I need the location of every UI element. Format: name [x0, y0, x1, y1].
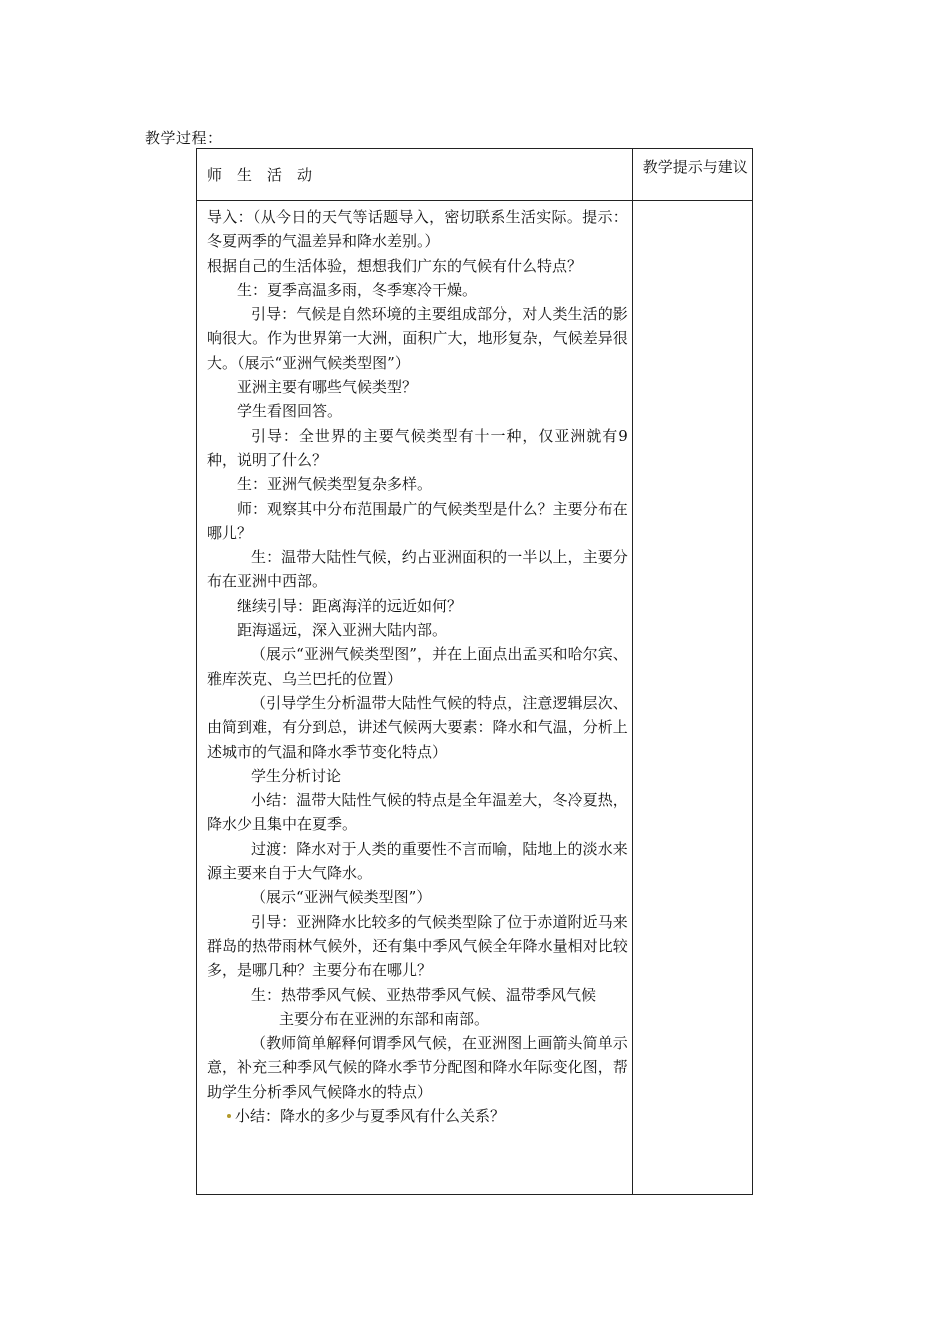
summary-monsoon-text: 小结：降水的多少与夏季风有什么关系？	[235, 1106, 506, 1125]
transition-precipitation: 过渡：降水对于人类的重要性不言而喻，陆地上的淡水来源主要来自于大气降水。	[207, 839, 628, 883]
student-answer-guangdong: 生：夏季高温多雨，冬季寒冷干燥。	[237, 280, 478, 299]
activities-cell	[197, 201, 633, 1195]
guide-monsoon-question: 引导：亚洲降水比较多的气候类型除了位于赤道附近马来群岛的热带雨林气候外，还有集中季风气候全年降水量相对比较多，是哪几种？主要分布在哪儿？	[207, 912, 628, 980]
table-header-row	[197, 149, 753, 201]
guide-eleven-types: 引导：全世界的主要气候类型有十一种，仅亚洲就有9种，说明了什么？	[207, 426, 628, 469]
monsoon-distribution: 主要分布在亚洲的东部和南部。	[279, 1009, 490, 1028]
guangdong-climate-question: 根据自己的生活体验，想想我们广东的气候有什么特点？	[207, 256, 583, 275]
student-look-and-answer: 学生看图回答。	[237, 402, 343, 421]
header-teaching-tips: 教学提示与建议	[632, 149, 752, 201]
teacher-explain-monsoon: （教师简单解释何谓季风气候，在亚洲图上画箭头简单示意，补充三种季风气候的降水季节分配图和降水年际变化图，帮助学生分析季风气候降水的特点）	[207, 1034, 628, 1101]
answer-far-from-sea: 距海遥远，深入亚洲大陆内部。	[237, 621, 448, 640]
student-answer-monsoon: 生：热带季风气候、亚热带季风气候、温带季风气候	[251, 985, 597, 1004]
teacher-widest-type-question: 师：观察其中分布范围最广的气候类型是什么？主要分布在哪儿？	[207, 499, 628, 542]
summary-continental: 小结：温带大陆性气候的特点是全年温差大，冬冷夏热，降水少且集中在夏季。	[207, 791, 628, 834]
teaching-tips-cell	[632, 201, 752, 1195]
bullet-dot-icon	[227, 1114, 231, 1118]
guide-climate-importance: 引导：气候是自然环境的主要组成部分，对人类生活的影响很大。作为世界第一大洲，面积广大，地形复杂，气候差异很大。（展示“亚洲气候类型图”）	[207, 305, 628, 372]
guide-analysis-continental: （引导学生分析温带大陆性气候的特点，注意逻辑层次、由简到难，有分到总，讲述气候两大要素：降水和气温，分析上述城市的气温和降水季节变化特点）	[207, 693, 628, 761]
student-answer-continental: 生：温带大陆性气候，约占亚洲面积的一半以上，主要分布在亚洲中西部。	[207, 548, 628, 591]
header-teacher-student-activities: 师生活动	[197, 149, 633, 201]
teaching-process-table	[196, 148, 753, 1195]
section-title: 教学过程：	[145, 129, 223, 147]
asia-climate-types-question: 亚洲主要有哪些气候类型？	[237, 378, 418, 397]
continue-guide-distance: 继续引导：距离海洋的远近如何？	[237, 596, 463, 615]
show-map-cities: （展示“亚洲气候类型图”，并在上面点出孟买和哈尔宾、雅库茨克、乌兰巴托的位置）	[207, 645, 628, 688]
show-map-again: （展示“亚洲气候类型图”）	[251, 888, 432, 907]
intro-paragraph: 导入：（从今日的天气等话题导入，密切联系生活实际。提示：冬夏两季的气温差异和降水差别。）	[207, 208, 628, 251]
student-answer-diverse: 生：亚洲气候类型复杂多样。	[237, 475, 433, 494]
table-body-row	[197, 201, 753, 1195]
student-discussion: 学生分析讨论	[251, 766, 342, 785]
summary-monsoon-question	[207, 1104, 628, 1128]
